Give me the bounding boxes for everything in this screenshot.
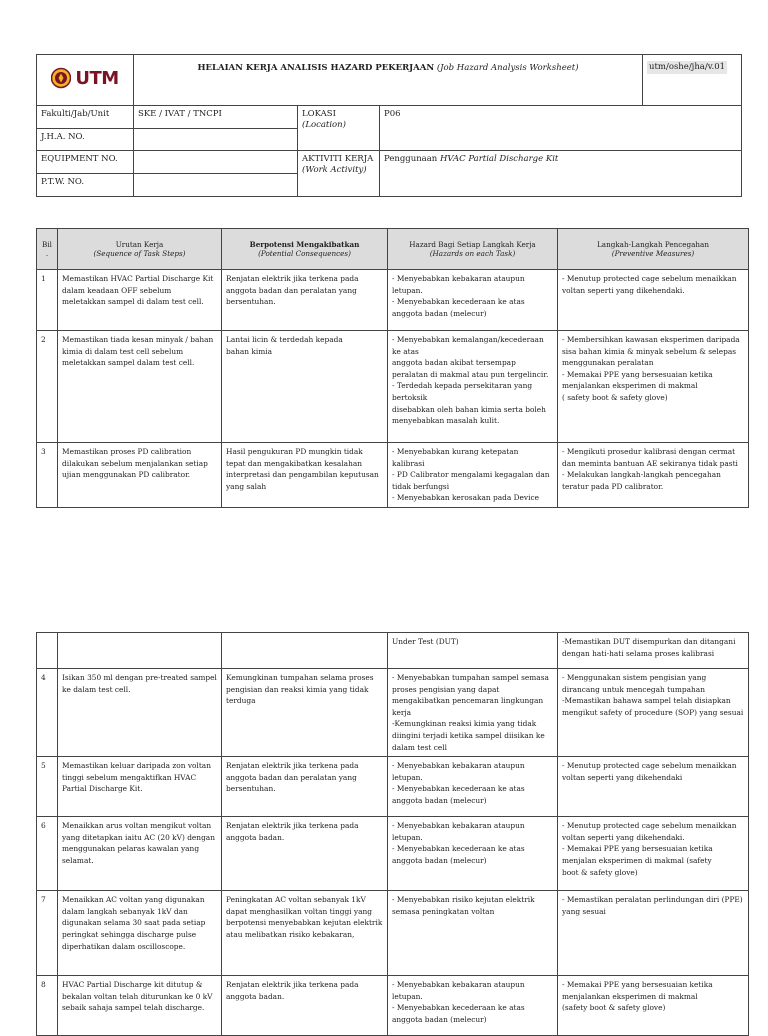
potential-consequence: Renjatan elektrik jika terkena pada anggota badan. [222,817,388,891]
activity-label-english: (Work Activity) [302,165,367,175]
potential-consequence: Peningkatan AC voltan sebanyak 1kV dapat menghasilkan voltan tinggi yang berpotensi menyebabkan kejutan elektrik atau melibatkan risiko kebakaran, [222,891,388,976]
hazard: - Menyebabkan kebakaran ataupun letupan. - Menyebabkan kecederaan ke atas anggota badan (melecur) [388,757,558,817]
hazard: - Menyebabkan kemalangan/kecederaan ke atas anggota badan akibat tersempap peralatan di makmal atau pun tergelincir. - Terdedah kepada persekitaran yang bertoksik disebabkan oleh bahan kimia serta boleh menyebabkan masalah kulit. [388,331,558,443]
table-row [37,443,749,508]
table-header-row [37,229,749,270]
table-row [37,891,749,976]
activity-label-cell [298,151,380,197]
potential-consequence [222,633,388,669]
task-step: Memastikan tiada kesan minyak / bahan kimia di dalam test cell sebelum meletakkan sampel dalam test cell. [58,331,222,443]
table-row [37,757,749,817]
preventive-measure: - Mengikuti prosedur kalibrasi dengan cermat dan meminta bantuan AE sekiranya tidak pasti - Melakukan langkah-langkah pencegahan teratur pada PD calibrator. [558,443,749,508]
row-number: 2 [37,331,58,443]
document-code-cell [643,55,742,106]
row-number: 1 [37,270,58,331]
worksheet-title [134,55,643,106]
jha-steps-table-1 [36,228,749,508]
ptw-no-label: P.T.W. NO. [37,174,134,197]
col-header-task: Urutan Kerja (Sequence of Task Steps) [58,229,222,270]
hazard: Under Test (DUT) [388,633,558,669]
utm-logo [51,67,118,89]
location-label-english: (Location) [302,120,346,130]
task-step: Menaikkan AC voltan yang digunakan dalam langkah sebanyak 1kV dan digunakan selama 30 saat pada setiap peringkat sehingga discharge pulse diperhatikan dalam oscilloscope. [58,891,222,976]
potential-consequence: Renjatan elektrik jika terkena pada anggota badan dan peralatan yang bersentuhan. [222,270,388,331]
jha-no-label: J.H.A. NO. [37,129,134,151]
activity-value: Penggunaan HVAC Partial Discharge Kit [380,151,742,197]
hazard: - Menyebabkan kebakaran ataupun letupan. - Menyebabkan kecederaan ke atas anggota badan (melecur) [388,976,558,1036]
task-step: Memastikan proses PD calibration dilakukan sebelum menjalankan setiap ujian menggunakan PD calibrator. [58,443,222,508]
utm-logo-cell [37,55,134,106]
faculty-label: Fakulti/Jab/Unit [37,106,134,129]
hazard: - Menyebabkan kebakaran ataupun letupan. - Menyebabkan kecederaan ke atas anggota badan (melecur) [388,817,558,891]
preventive-measure: - Menutup protected cage sebelum menaikkan voltan seperti yang dikehendaki [558,757,749,817]
row-number: 8 [37,976,58,1036]
task-step: Memastikan HVAC Partial Discharge Kit dalam keadaan OFF sebelum meletakkan sampel di dalam test cell. [58,270,222,331]
hazard: - Menyebabkan kurang ketepatan kalibrasi - PD Calibrator mengalami kegagalan dan tidak berfungsi - Menyebabkan kerosakan pada Device [388,443,558,508]
hazard: - Menyebabkan tumpahan sampel semasa proses pengisian yang dapat mengakibatkan pencemaran lingkungan kerja -Kemungkinan reaksi kimia yang tidak diingini terjadi ketika sampel diisikan ke dalam test cell [388,669,558,757]
preventive-measure: - Membersihkan kawasan eksperimen daripada sisa bahan kimia & minyak sebelum & selepas menggunakan peralatan - Memakai PPE yang bersesuaian ketika menjalankan eksperimen di makmal ( safety boot & safety glove) [558,331,749,443]
col-header-no: Bil . [37,229,58,270]
jha-no-value [134,129,298,151]
row-number: 6 [37,817,58,891]
row-number [37,633,58,669]
potential-consequence: Renjatan elektrik jika terkena pada anggota badan. [222,976,388,1036]
task-step: Memastikan keluar daripada zon voltan tinggi sebelum mengaktifkan HVAC Partial Discharge Kit. [58,757,222,817]
equipment-no-value [134,151,298,174]
equipment-no-label: EQUIPMENT NO. [37,151,134,174]
utm-crest-icon [51,67,71,89]
preventive-measure: - Menutup protected cage sebelum menaikkan voltan seperti yang dikehendaki. - Memakai PPE yang bersesuaian ketika menjalan eksperimen di makmal (safety boot & safety glove) [558,817,749,891]
jha-header-table [36,54,742,197]
preventive-measure: -Memastikan DUT disempurkan dan ditangani dengan hati-hati selama proses kalibrasi [558,633,749,669]
row-number: 5 [37,757,58,817]
faculty-value: SKE / IVAT / TNCPI [134,106,298,129]
table-row [37,331,749,443]
preventive-measure: - Menggunakan sistem pengisian yang dirancang untuk mencegah tumpahan -Memastikan bahawa sampel telah disiapkan mengikut safety of procedure (SOP) yang sesuai [558,669,749,757]
table-row [37,669,749,757]
worksheet-title-main: HELAIAN KERJA ANALISIS HAZARD PEKERJAAN [197,63,435,73]
preventive-measure: - Memastikan peralatan perlindungan diri (PPE) yang sesuai [558,891,749,976]
activity-label: AKTIVITI KERJA [302,154,374,164]
table-row [37,270,749,331]
table-row-continuation [37,633,749,669]
preventive-measure: - Menutup protected cage sebelum menaikkan voltan seperti yang dikehendaki. [558,270,749,331]
col-header-measure: Langkah-Langkah Pencegahan (Preventive Measures) [558,229,749,270]
location-label-cell [298,106,380,151]
task-step [58,633,222,669]
table-row [37,976,749,1036]
document-code: utm/oshe/jha/v.01 [649,62,726,72]
hazard: - Menyebabkan risiko kejutan elektrik semasa peningkatan voltan [388,891,558,976]
col-header-consequence: Berpotensi Mengakibatkan (Potential Consequences) [222,229,388,270]
hazard: - Menyebabkan kebakaran ataupun letupan. - Menyebabkan kecederaan ke atas anggota badan (melecur) [388,270,558,331]
row-number: 4 [37,669,58,757]
task-step: Isikan 350 ml dengan pre-treated sampel ke dalam test cell. [58,669,222,757]
location-value: P06 [380,106,742,151]
ptw-no-value [134,174,298,197]
location-label: LOKASI [302,109,336,119]
task-step: Menaikkan arus voltan mengikut voltan yang ditetapkan iaitu AC (20 kV) dengan menggunakan pelaras kawalan yang selamat. [58,817,222,891]
potential-consequence: Hasil pengukuran PD mungkin tidak tepat dan mengakibatkan kesalahan interpretasi dan pengambilan keputusan yang salah [222,443,388,508]
col-header-hazard: Hazard Bagi Setiap Langkah Kerja (Hazards on each Task) [388,229,558,270]
utm-logo-text: UTM [75,67,119,89]
preventive-measure: - Memakai PPE yang bersesuaian ketika menjalankan eksperimen di makmal (safety boot & safety glove) [558,976,749,1036]
row-number: 3 [37,443,58,508]
potential-consequence: Lantai licin & terdedah kepada bahan kimia [222,331,388,443]
potential-consequence: Kemungkinan tumpahan selama proses pengisian dan reaksi kimia yang tidak terduga [222,669,388,757]
jha-steps-table-2 [36,632,749,1036]
task-step: HVAC Partial Discharge kit ditutup & bekalan voltan telah diturunkan ke 0 kV sebaik sahaja sampel telah discharge. [58,976,222,1036]
worksheet-title-english: (Job Hazard Analysis Worksheet) [436,63,579,73]
table-row [37,817,749,891]
potential-consequence: Renjatan elektrik jika terkena pada anggota badan dan peralatan yang bersentuhan. [222,757,388,817]
row-number: 7 [37,891,58,976]
